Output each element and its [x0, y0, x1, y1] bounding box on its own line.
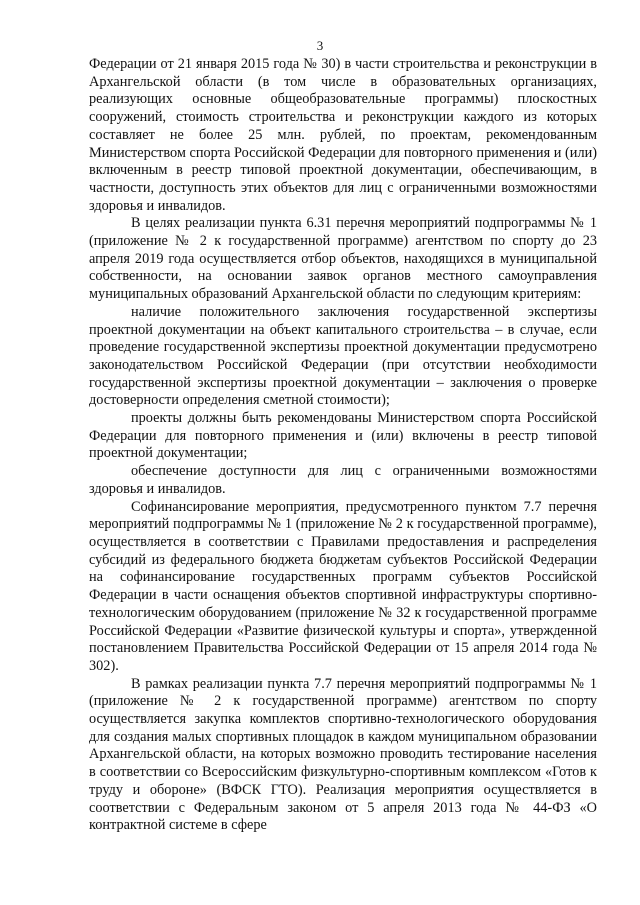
body-text [89, 56, 597, 835]
paragraph-2: В целях реализации пункта 6.31 перечня мероприятий подпрограммы № 1 (приложение № 2 к государственной программе) агентством по спорту до 23 апреля 2019 года осуществляется отбор объектов, находящихся в муниципальной собственности, на основании заявок органов местного самоуправления муниципальных образований Архангельской области по следующим критериям: [89, 215, 597, 303]
paragraph-3: наличие положительного заключения государственной экспертизы проектной документации на объект капитального строительства – в случае, если проведение государственной экспертизы проектной документации предусмотрено законодательством Российской Федерации (при отсутствии необходимости государственной экспертизы проектной документации – заключения о проверке достоверности определения сметной стоимости); [89, 303, 597, 409]
paragraph-7: В рамках реализации пункта 7.7 перечня мероприятий подпрограммы № 1 (приложение № 2 к государственной программе) агентством по спорту осуществляется закупка комплектов спортивно-технологического оборудования для создания малых спортивных площадок в каждом муниципальном образовании Архангельской области, на которых возможно проводить тестирование населения в соответствии со Всероссийским физкультурно-спортивным комплексом «Готов к труду и обороне» (ВФСК ГТО). Реализация мероприятия осуществляется в соответствии с Федеральным законом от 5 апреля 2013 года № 44-ФЗ «О контрактной системе в сфере [89, 675, 597, 834]
page-number: 3 [316, 38, 324, 53]
paragraph-6: Софинансирование мероприятия, предусмотренного пунктом 7.7 перечня мероприятий подпрограммы № 1 (приложение № 2 к государственной программе), осуществляется в соответствии с Правилами предоставления и распределения субсидий из федерального бюджета бюджетам субъектов Российской Федерации на софинансирование государственных программ субъектов Российской Федерации в части оснащения объектов спортивной инфраструктуры спортивно-технологическим оборудованием (приложение № 32 к государственной программе Российской Федерации «Развитие физической культуры и спорта», утвержденной постановлением Правительства Российской Федерации от 15 апреля 2014 года № 302). [89, 498, 597, 674]
paragraph-4: проекты должны быть рекомендованы Министерством спорта Российской Федерации для повторного применения и (или) включены в реестр типовой проектной документации; [89, 410, 597, 462]
paragraph-1: Федерации от 21 января 2015 года № 30) в части строительства и реконструкции в Архангельской области (в том числе в образовательных организациях, реализующих основные общеобразовательные программы) плоскостных сооружений, стоимость строительства и реконструкции каждого из которых составляет не более 25 млн. рублей, по проектам, рекомендованным Министерством спорта Российской Федерации для повторного применения и (или) включенным в реестр типовой проектной документации, обеспечивающим, в частности, доступность этих объектов для лиц с ограниченными возможностями здоровья и инвалидов. [89, 56, 597, 214]
paragraph-5: обеспечение доступности для лиц с ограниченными возможностями здоровья и инвалидов. [89, 463, 597, 497]
